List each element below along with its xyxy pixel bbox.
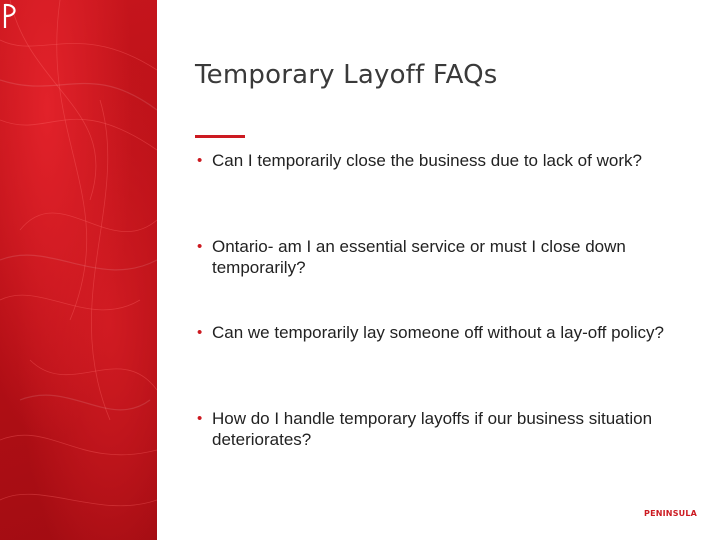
bullet-text: Can we temporarily lay someone off without a lay-off policy? — [212, 323, 664, 342]
slide-title: Temporary Layoff FAQs — [195, 60, 498, 90]
decorative-side-panel — [0, 0, 157, 540]
list-item — [195, 150, 685, 236]
title-accent-rule — [195, 135, 245, 138]
list-item — [195, 408, 685, 494]
list-item — [195, 322, 685, 408]
bullet-marker: • — [197, 410, 203, 427]
list-item — [195, 236, 685, 322]
fiber-texture — [0, 0, 157, 540]
bullet-marker: • — [197, 152, 203, 169]
bullet-text: Can I temporarily close the business due to lack of work? — [212, 151, 642, 170]
peninsula-p-logo-icon — [0, 0, 20, 30]
brand-wordmark: PENINSULA — [644, 509, 698, 518]
bullet-text: How do I handle temporary layoffs if our business situation deteriorates? — [212, 409, 653, 449]
faq-bullet-list — [195, 150, 685, 494]
bullet-marker: • — [197, 238, 203, 255]
bullet-text: Ontario- am I an essential service or must I close down temporarily? — [212, 237, 626, 277]
bullet-marker: • — [197, 324, 203, 341]
